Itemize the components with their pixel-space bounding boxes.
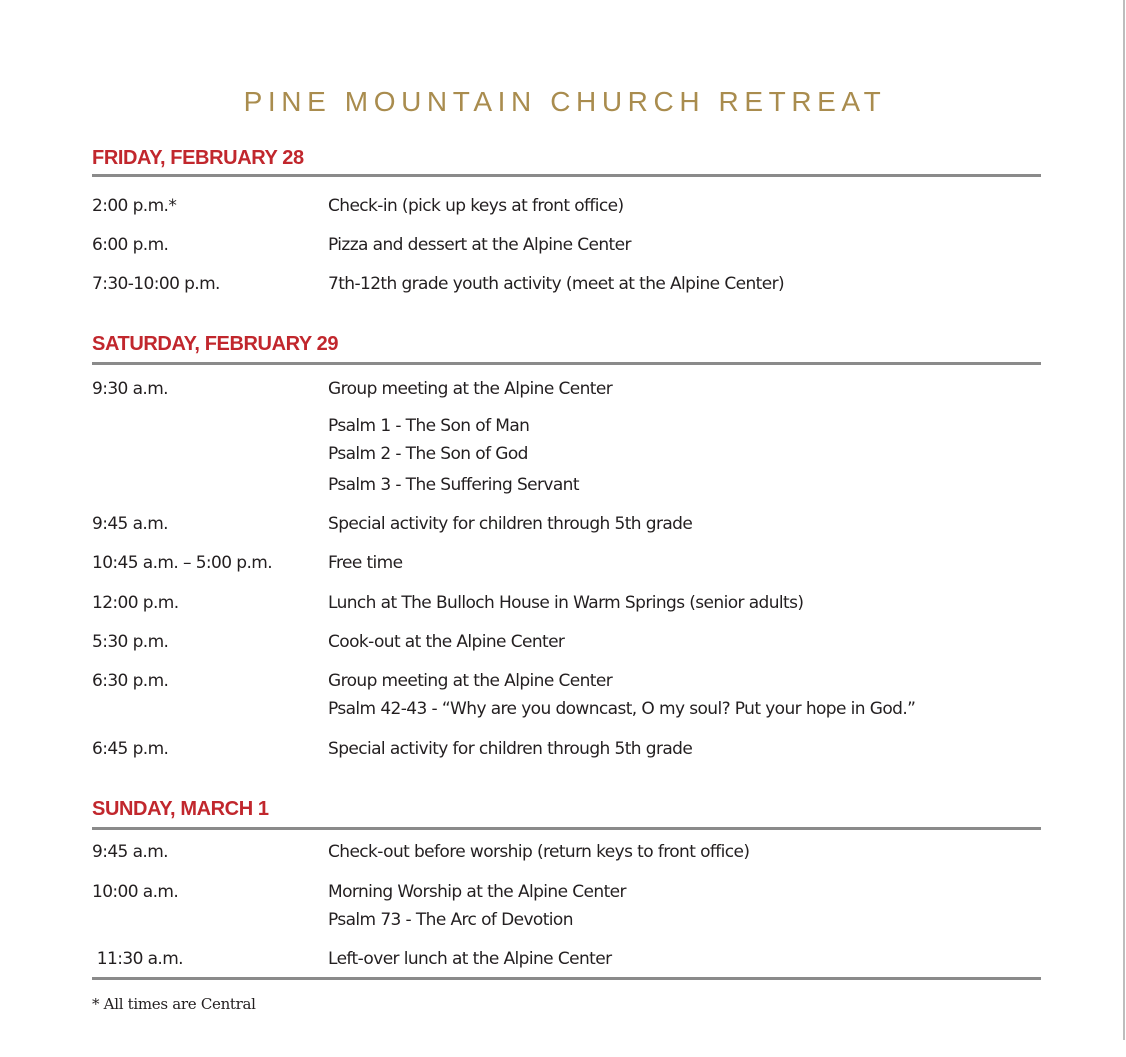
event-activity: Pizza and dessert at the Alpine Center [328, 235, 631, 255]
event-activity: Free time [328, 553, 403, 573]
schedule-end-divider [92, 977, 1041, 980]
day-divider [92, 174, 1041, 177]
event-time: 10:45 a.m. – 5:00 p.m. [92, 553, 273, 573]
day-section-friday [92, 146, 1041, 294]
event-time: 9:30 a.m. [92, 379, 168, 399]
event-time: 2:00 p.m.* [92, 196, 177, 216]
event-activity: Check-in (pick up keys at front office) [328, 196, 624, 216]
footnote: * All times are Central [92, 995, 256, 1013]
event-time: 7:30-10:00 p.m. [92, 274, 220, 294]
event-activity: Psalm 1 - The Son of Man [328, 416, 530, 436]
event-activity: Group meeting at the Alpine Center [328, 379, 613, 399]
event-activity: Group meeting at the Alpine Center [328, 671, 613, 691]
event-time: 10:00 a.m. [92, 882, 179, 902]
day-heading: SUNDAY, MARCH 1 [92, 798, 269, 820]
event-time: 9:45 a.m. [92, 514, 168, 534]
event-activity: Special activity for children through 5th grade [328, 739, 693, 759]
event-time: 6:30 p.m. [92, 671, 169, 691]
event-activity: Psalm 73 - The Arc of Devotion [328, 910, 573, 930]
page-edge-rule [1123, 0, 1125, 1040]
event-activity: 7th-12th grade youth activity (meet at the Alpine Center) [328, 274, 784, 294]
event-time: 11:30 a.m. [92, 949, 183, 969]
event-activity: Psalm 3 - The Suffering Servant [328, 475, 579, 495]
event-activity: Psalm 2 - The Son of God [328, 444, 528, 464]
day-divider [92, 362, 1041, 365]
event-time: 6:45 p.m. [92, 739, 169, 759]
event-activity: Morning Worship at the Alpine Center [328, 882, 626, 902]
day-heading: SATURDAY, FEBRUARY 29 [92, 333, 339, 355]
event-activity: Cook-out at the Alpine Center [328, 632, 565, 652]
event-time: 9:45 a.m. [92, 842, 168, 862]
event-activity: Special activity for children through 5th grade [328, 514, 693, 534]
day-section-sunday [92, 797, 1041, 969]
day-section-saturday [92, 332, 1041, 759]
event-time: 12:00 p.m. [92, 593, 179, 613]
event-time: 5:30 p.m. [92, 632, 169, 652]
day-heading: FRIDAY, FEBRUARY 28 [92, 147, 304, 169]
event-time: 6:00 p.m. [92, 235, 169, 255]
event-activity: Psalm 42-43 - “Why are you downcast, O my soul? Put your hope in God.” [328, 699, 916, 719]
event-activity: Check-out before worship (return keys to front office) [328, 842, 750, 862]
event-activity: Left-over lunch at the Alpine Center [328, 949, 612, 969]
event-activity: Lunch at The Bulloch House in Warm Springs (senior adults) [328, 593, 804, 613]
day-divider [92, 827, 1041, 830]
page-title: PINE MOUNTAIN CHURCH RETREAT [243, 86, 887, 117]
